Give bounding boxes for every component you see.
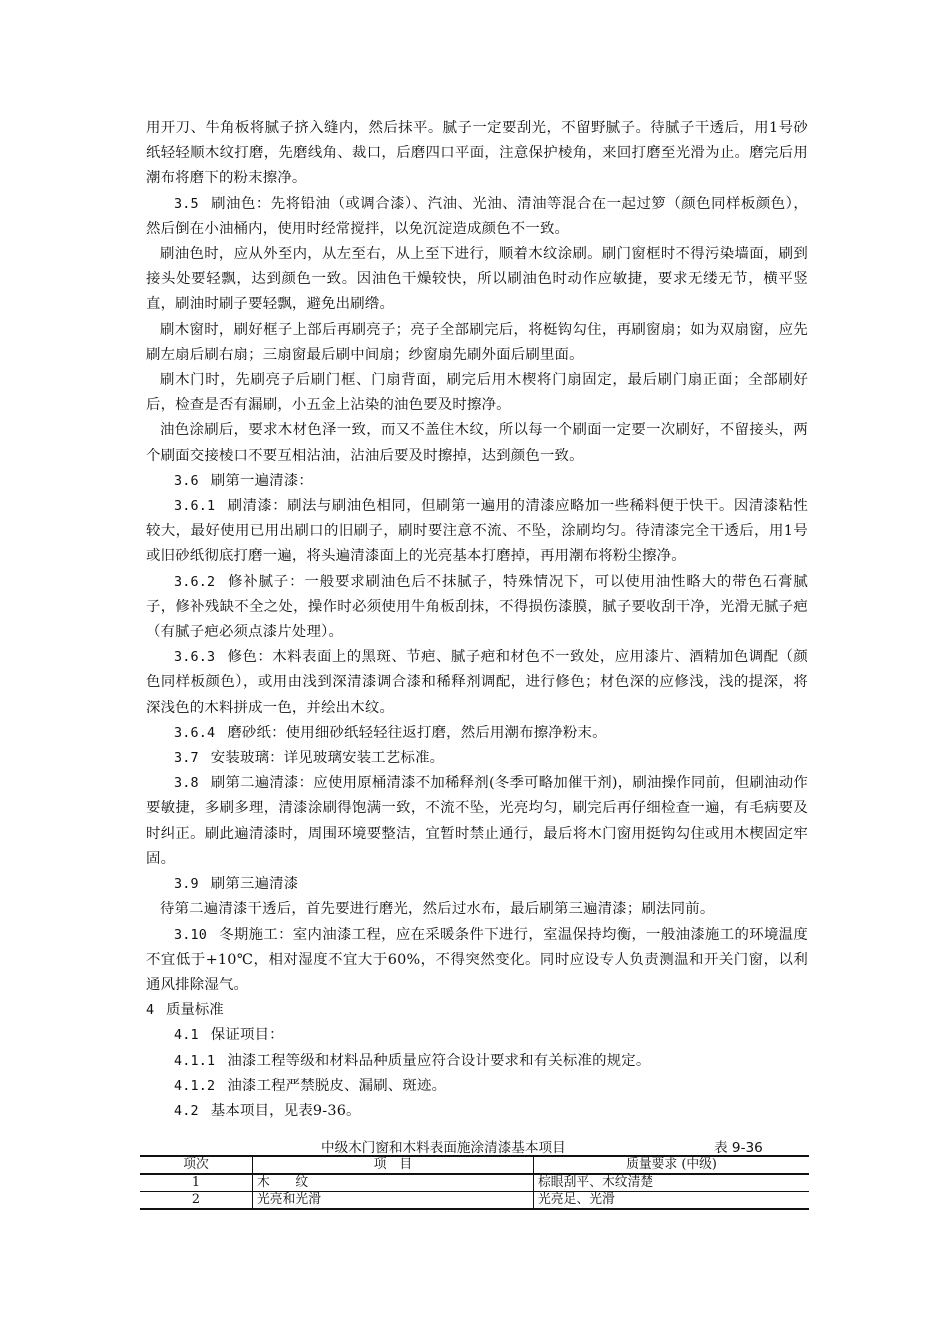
paragraph-text: 刷第二遍清漆：应使用原桶清漆不加稀释剂(冬季可略加催干剂)，刷油操作同前，但刷油动作要敏捷，多刷多理，清漆涂刷得饱满一致，不流不坠，光亮均匀，刷完后再仔细检查一遍，有毛病要及时纠正。刷此遍清漆时，周围环境要整洁，宜暂时禁止通行，最后将木门窗用挺钩勾住或用木楔固定牢固。 <box>146 775 808 867</box>
cell-item: 木 纹 <box>253 1174 534 1192</box>
paragraph-oil-color-brushing <box>146 242 808 318</box>
paragraph-third-coat <box>146 897 808 922</box>
paragraph-3-7 <box>146 746 808 771</box>
section-number: 3.6 <box>174 473 199 489</box>
paragraph-3-6-1 <box>146 494 808 570</box>
table-row <box>140 1192 809 1210</box>
item-text: 油漆工程严禁脱皮、漏刷、斑迹。 <box>227 1077 447 1094</box>
paragraph-3-9 <box>146 872 808 897</box>
paragraph-3-6 <box>146 469 808 494</box>
paragraph-text: 刷第一遍清漆： <box>210 472 313 489</box>
paragraph-3-6-3 <box>146 645 808 721</box>
paragraph-color-consistency <box>146 418 808 468</box>
paragraph-3-10 <box>146 923 808 999</box>
table-row <box>140 1174 809 1192</box>
paragraph-window-brushing <box>146 318 808 368</box>
section-number: 3.6.1 <box>174 499 216 515</box>
section-number: 3.7 <box>174 751 199 767</box>
item-4-1-2 <box>146 1074 808 1099</box>
section-number: 3.5 <box>174 196 199 212</box>
section-number: 4 <box>146 1003 155 1019</box>
cell-item-no: 2 <box>140 1192 253 1210</box>
section-number: 3.9 <box>174 877 199 893</box>
header-item-no: 项次 <box>140 1156 253 1174</box>
section-number: 3.10 <box>174 927 208 943</box>
section-number: 3.8 <box>174 776 199 792</box>
item-text: 油漆工程等级和材料品种质量应符合设计要求和有关标准的规定。 <box>227 1052 651 1069</box>
body-text <box>146 116 808 998</box>
item-number: 4.1.2 <box>174 1078 216 1094</box>
section-4-heading <box>146 998 808 1023</box>
header-quality-requirement: 质量要求 (中级) <box>626 1157 717 1172</box>
cell-item-no: 1 <box>140 1174 253 1192</box>
paragraph-3-5 <box>146 192 808 242</box>
paragraph-text: 安装玻璃：详见玻璃安装工艺标准。 <box>210 750 445 767</box>
table-number: 表 9-36 <box>714 1140 763 1156</box>
table-header-row <box>140 1156 809 1174</box>
item-4-1-1 <box>146 1049 808 1074</box>
paragraph-text: 磨砂纸：使用细砂纸轻轻往返打磨，然后用潮布擦净粉末。 <box>227 724 607 741</box>
section-number: 3.6.3 <box>174 650 216 666</box>
section-number: 3.6.2 <box>174 574 216 590</box>
paragraph-text: 刷油色时，应从外至内，从左至右，从上至下进行，顺着木纹涂刷。刷门窗框时不得污染墙面，刷到接头处要轻飘，达到颜色一致。因油色干燥较快，所以刷油色时动作应敏捷，要求无缕无节，横平竖直，刷油时刷子要轻飘，避免出刷绺。 <box>146 246 808 313</box>
paragraph-text: 刷木门时，先刷亮子后刷门框、门扇背面，刷完后用木楔将门扇固定，最后刷门扇正面；全部刷好后，检查是否有漏刷，小五金上沾染的油色要及时擦净。 <box>146 372 808 414</box>
cell-item: 光亮和光滑 <box>253 1192 534 1210</box>
item-number: 4.1.1 <box>174 1053 216 1069</box>
paragraph-3-6-4 <box>146 721 808 746</box>
paragraph-putty-sanding <box>146 116 808 192</box>
paragraph-text: 修色：木料表面上的黑斑、节疤、腻子疤和材色不一致处，应用漆片、酒精加色调配（颜色同样板颜色），或用由浅到深清漆调合漆和稀释剂调配，进行修色；材色深的应修浅，浅的提深，将深浅色的木料拼成一色，并绘出木纹。 <box>146 649 808 716</box>
item-number: 4.2 <box>174 1103 199 1119</box>
paragraph-text: 用开刀、牛角板将腻子挤入缝内，然后抹平。腻子一定要刮光，不留野腻子。待腻子干透后，用1号砂纸轻轻顺木纹打磨，先磨线角、裁口，后磨四口平面，注意保护棱角，来回打磨至光滑为止。磨完后用潮布将磨下的粉末擦净。 <box>146 120 808 187</box>
paragraph-door-brushing <box>146 368 808 418</box>
paragraph-text: 刷油色：先将铅油（或调合漆）、汽油、光油、清油等混合在一起过箩（颜色同样板颜色），然后倒在小油桶内，使用时经常搅拌，以免沉淀造成颜色不一致。 <box>146 195 808 237</box>
paragraph-3-8 <box>146 771 808 872</box>
header-item: 项 目 <box>253 1156 534 1174</box>
item-number: 4.1 <box>174 1028 199 1044</box>
item-4-1 <box>146 1023 808 1048</box>
paragraph-text: 冬期施工：室内油漆工程，应在采暖条件下进行，室温保持均衡，一般油漆施工的环境温度不宜低于+10℃，相对湿度不宜大于60%，不得突然变化。同时应设专人负责测温和开关门窗，以利通风排除湿气。 <box>146 926 808 993</box>
paragraph-text: 刷清漆：刷法与刷油色相同，但刷第一遍用的清漆应略加一些稀料便于快干。因清漆粘性较大，最好使用已用出刷口的旧刷子，刷时要注意不流、不坠，涂刷均匀。待清漆完全干透后，用1号或旧砂纸彻底打磨一遍，将头遍清漆面上的光亮基本打磨掉，再用潮布将粉尘擦净。 <box>146 498 808 565</box>
paragraph-text: 刷木窗时，刷好框子上部后再刷亮子；亮子全部刷完后，将梃钩勾住，再刷窗扇；如为双扇窗，应先刷左扇后刷右扇；三扇窗最后刷中间扇；纱窗扇先刷外面后刷里面。 <box>146 321 808 363</box>
item-text: 基本项目，见表9-36。 <box>210 1102 361 1119</box>
quality-table <box>140 1155 809 1210</box>
section-title: 质量标准 <box>166 1002 224 1019</box>
paragraph-text: 刷第三遍清漆 <box>210 876 299 893</box>
paragraph-3-6-2 <box>146 570 808 646</box>
document-page <box>146 116 808 1124</box>
cell-quality: 光亮足、光滑 <box>538 1192 615 1207</box>
item-4-2 <box>146 1099 808 1124</box>
cell-quality: 棕眼刮平、木纹清楚 <box>538 1175 654 1190</box>
paragraph-text: 待第二遍清漆干透后，首先要进行磨光，然后过水布，最后刷第三遍清漆；刷法同前。 <box>160 901 715 918</box>
table-title: 中级木门窗和木料表面施涂清漆基本项目 <box>321 1140 566 1156</box>
paragraph-text: 油色涂刷后，要求木材色泽一致，而又不盖住木纹，所以每一个刷面一定要一次刷好，不留接头，两个刷面交接棱口不要互相沾油，沾油后要及时擦掉，达到颜色一致。 <box>146 422 808 464</box>
section-number: 3.6.4 <box>174 725 216 741</box>
item-text: 保证项目： <box>210 1027 284 1044</box>
paragraph-text: 修补腻子：一般要求刷油色后不抹腻子，特殊情况下，可以使用油性略大的带色石膏腻子，修补残缺不全之处，操作时必须使用牛角板刮抹，不得损伤漆膜，腻子要收刮干净，光滑无腻子疤（有腻子疤必须点漆片处理）。 <box>146 573 808 641</box>
